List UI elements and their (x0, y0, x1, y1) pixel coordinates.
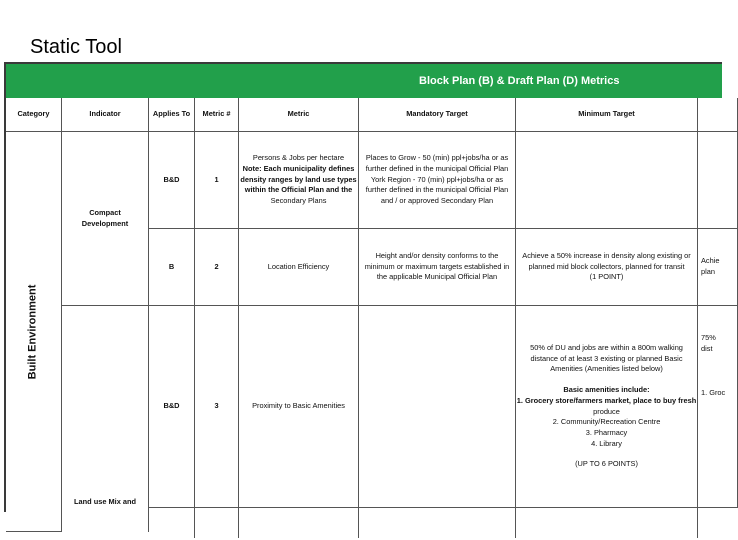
slide-title: Static Tool (30, 36, 122, 58)
row1-applies-to: B&D (149, 132, 195, 229)
row4-metric-number (195, 508, 239, 538)
row3-extra-line: dist (701, 343, 713, 353)
row2-extra-line: plan (701, 267, 715, 276)
row1-mandatory-target (359, 132, 516, 229)
row1-mandatory-line: further defined in the municipal Official Plan (365, 163, 509, 173)
row3-minimum-line (517, 449, 697, 459)
row3-minimum-target (516, 306, 698, 508)
header-mandatory-target: Mandatory Target (359, 98, 516, 132)
row1-metric-number: 1 (195, 132, 239, 229)
row2-minimum-line: Achieve a 50% increase in density along existing or (522, 250, 691, 260)
row3-extra (698, 306, 738, 508)
row3-extra-line (701, 354, 725, 388)
row2-mandatory-line: Height and/or density conforms to the (375, 250, 499, 260)
header-applies-to: Applies To (149, 98, 195, 132)
row2-extra-line: Achie (701, 256, 720, 266)
row1-metric-line: within the Official Plan and the (244, 185, 353, 195)
row3-minimum-line: 1. Grocery store/farmers market, place to buy fresh (516, 395, 697, 405)
row1-metric-line: density ranges by land use types (240, 174, 357, 184)
table-banner (6, 64, 722, 98)
header-indicator: Indicator (62, 98, 149, 132)
row2-extra (698, 229, 738, 306)
header-category: Category (6, 98, 62, 132)
row2-metric (239, 229, 359, 306)
row3-minimum-line: 4. Library (591, 438, 622, 448)
metrics-table (4, 62, 726, 512)
row1-metric-line: Note: Each municipality defines (242, 163, 355, 173)
row1-mandatory-line: and / or approved Secondary Plan (380, 196, 494, 206)
row1-metric-line: Secondary Plans (270, 196, 327, 206)
row1-mandatory-line: York Region - 70 (min) ppl+jobs/ha or as (370, 174, 504, 184)
row1-mandatory-line: Places to Grow - 50 (min) ppl+jobs/ha or as (365, 153, 509, 163)
row3-metric-number: 3 (195, 306, 239, 508)
row3-minimum-line: 2. Community/Recreation Centre (552, 417, 661, 427)
row3-extra-line: 75% (701, 333, 716, 342)
row2-mandatory-line: minimum or maximum targets established in (364, 261, 510, 271)
row2-mandatory-target (359, 229, 516, 306)
category-cell (6, 132, 62, 532)
indicator-compact-development: Compact Development (62, 132, 149, 306)
row3-metric-line: Proximity to Basic Amenities (252, 401, 345, 411)
row3-applies-to: B&D (149, 306, 195, 508)
indicator-land-use-mix: Land use Mix and (62, 306, 149, 532)
row2-minimum-target (516, 229, 698, 306)
row4-metric (239, 508, 359, 538)
row2-metric-line: Location Efficiency (267, 261, 330, 271)
row2-minimum-line: planned mid block collectors, planned for transit (528, 261, 685, 271)
header-metric-number: Metric # (195, 98, 239, 132)
row3-metric (239, 306, 359, 508)
header-extra-column (698, 98, 738, 132)
row2-metric-number: 2 (195, 229, 239, 306)
row3-minimum-line (517, 375, 697, 385)
header-minimum-target: Minimum Target (516, 98, 698, 132)
row2-minimum-line: (1 POINT) (589, 272, 624, 282)
header-metric: Metric (239, 98, 359, 132)
row4-minimum-target (516, 508, 698, 538)
row2-applies-to: B (149, 229, 195, 306)
row2-mandatory-line: the applicable Municipal Official Plan (376, 272, 498, 282)
row1-extra (698, 132, 738, 229)
row1-mandatory-line: further defined in the municipal Official Plan (365, 185, 509, 195)
row3-minimum-line: (UP TO 6 POINTS) (575, 459, 638, 469)
row3-minimum-line: distance of at least 3 existing or planned Basic (530, 353, 683, 363)
row4-mandatory-target (359, 508, 516, 538)
row1-metric (239, 132, 359, 229)
row3-extra-line: 1. Groc (701, 388, 726, 398)
row4-applies-to (149, 508, 195, 538)
banner-title: Block Plan (B) & Draft Plan (D) Metrics (419, 75, 620, 87)
row1-minimum-target (516, 132, 698, 229)
row3-minimum-line: produce (593, 406, 620, 416)
row3-minimum-line: 3. Pharmacy (585, 427, 628, 437)
row3-minimum-line: 50% of DU and jobs are within a 800m walking (530, 342, 683, 352)
row3-minimum-line: Basic amenities include: (563, 385, 650, 395)
row1-metric-line: Persons & Jobs per hectare (252, 153, 345, 163)
category-label: Built Environment (26, 284, 39, 379)
row3-mandatory-target (359, 306, 516, 508)
row3-minimum-line: Amenities (Amenities listed below) (550, 364, 663, 374)
